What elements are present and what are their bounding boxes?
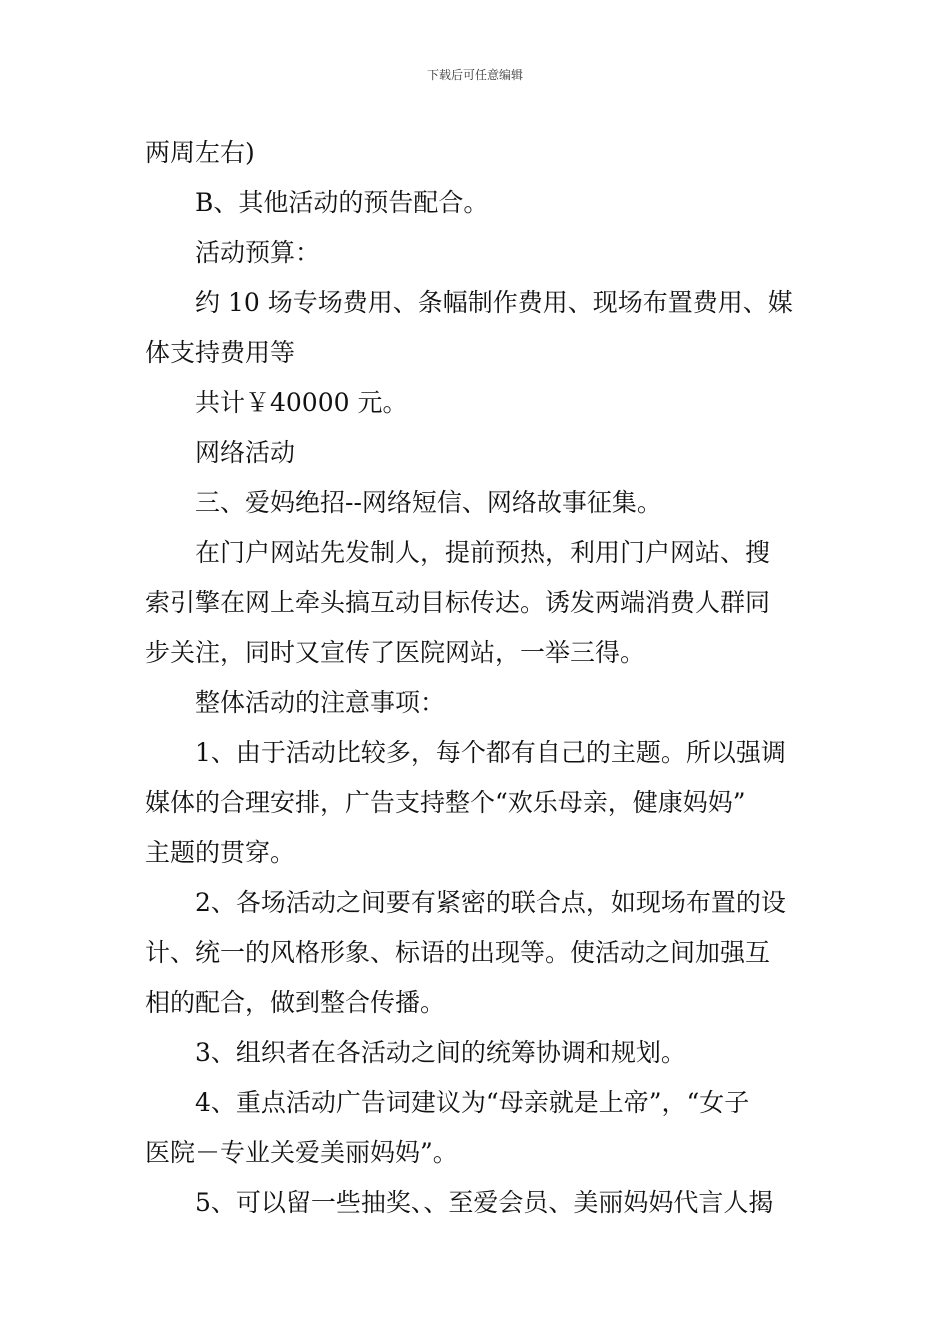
text-line: 两周左右) [145,138,255,167]
text-line: 5、可以留一些抽奖、、至爱会员、美丽妈妈代言人揭 [195,1188,774,1217]
text-line: 2、各场活动之间要有紧密的联合点，如现场布置的设 [195,888,786,917]
text-line: 体支持费用等 [145,338,296,367]
paragraph [145,478,807,528]
text-line: 计、统一的风格形象、标语的出现等。使活动之间加强互 [145,938,771,967]
text-line: 整体活动的注意事项： [195,688,446,717]
text-line: 三、爱妈绝招--网络短信、网络故事征集。 [195,488,662,517]
paragraph [145,878,807,1028]
paragraph [145,1178,807,1228]
paragraph [145,428,807,478]
text-line: 医院－专业关爱美丽妈妈”。 [145,1138,458,1167]
text-line: 约 10 场专场费用、条幅制作费用、现场布置费用、媒 [195,288,793,317]
text-line: 相的配合，做到整合传播。 [145,988,446,1017]
text-line: 3、组织者在各活动之间的统筹协调和规划。 [195,1038,686,1067]
paragraph [145,678,807,728]
text-line: 共计￥40000 元。 [195,388,408,417]
paragraph [145,278,807,378]
paragraph [145,1078,807,1178]
paragraph [145,228,807,278]
text-line: 活动预算： [195,238,321,267]
text-line: 媒体的合理安排，广告支持整个“欢乐母亲，健康妈妈” [145,788,746,817]
text-line: 1、由于活动比较多，每个都有自己的主题。所以强调 [195,738,786,767]
text-line: 网络活动 [195,438,296,467]
text-line: 主题的贯穿。 [145,838,296,867]
paragraph [145,128,807,178]
paragraph [145,1028,807,1078]
text-line: 索引擎在网上牵头搞互动目标传达。诱发两端消费人群同 [145,588,771,617]
paragraph [145,178,807,228]
paragraph [145,528,807,678]
text-line: 4、重点活动广告词建议为“母亲就是上帝”，“女子 [195,1088,750,1117]
text-line: 步关注，同时又宣传了医院网站，一举三得。 [145,638,646,667]
text-line: B、其他活动的预告配合。 [195,188,489,217]
text-line: 在门户网站先发制人，提前预热，利用门户网站、搜 [195,538,771,567]
paragraph [145,728,807,878]
document-body [145,128,807,1228]
paragraph [145,378,807,428]
page-header-note: 下载后可任意编辑 [426,68,523,82]
